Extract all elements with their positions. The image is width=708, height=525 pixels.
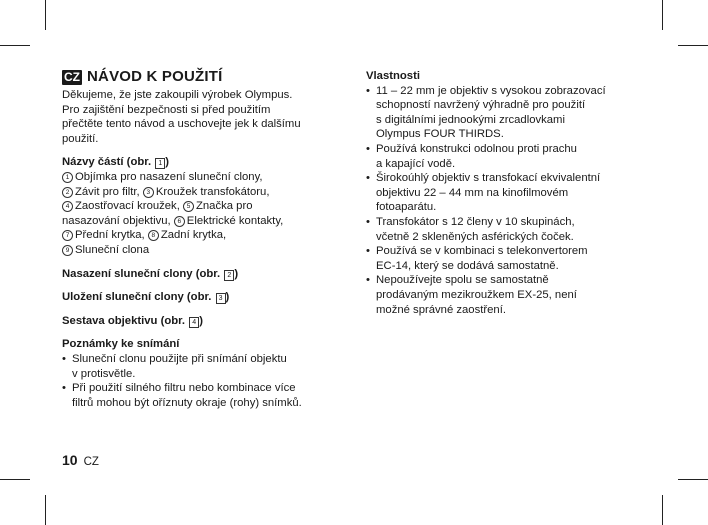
left-column xyxy=(62,68,347,410)
section-heading-attach-hood: Nasazení sluneční clony (obr. 2 ) xyxy=(62,267,239,280)
callout-number-icon: 8 xyxy=(148,230,159,241)
figure-ref-icon: 3 xyxy=(216,293,226,304)
crop-mark-left-top xyxy=(0,45,30,46)
callout-number-icon: 4 xyxy=(62,201,73,212)
figure-ref-icon: 2 xyxy=(224,270,234,281)
intro-line: Děkujeme, že jste zakoupili výrobek Olympus. xyxy=(62,89,293,101)
list-item: • Sluneční clonu použijte při snímání objektu v protisvětle. xyxy=(62,352,347,381)
list-item: • Nepoužívejte spolu se samostatně prodávaným mezikroužkem EX-25, není možné správné zaostření. xyxy=(366,273,656,317)
parts-heading: Názvy částí (obr. 1 ) xyxy=(62,156,170,169)
crop-mark-left-bottom xyxy=(0,479,30,480)
parts-line: 9 Sluneční clona xyxy=(62,243,347,258)
figure-ref-icon: 4 xyxy=(189,317,199,328)
callout-number-icon: 1 xyxy=(62,172,73,183)
callout-number-icon: 7 xyxy=(62,230,73,241)
right-column xyxy=(366,69,656,317)
list-item: • Používá konstrukci odolnou proti prachu a kapající vodě. xyxy=(366,142,656,171)
footer-language: CZ xyxy=(83,456,99,468)
crop-mark-right-top xyxy=(678,45,708,46)
crop-mark-top-left xyxy=(45,0,46,30)
crop-mark-bottom-right xyxy=(662,495,663,525)
intro-line: Pro zajištění bezpečnosti si před použitím xyxy=(62,103,271,116)
callout-number-icon: 6 xyxy=(174,216,185,227)
parts-line: 7 Přední krytka, 8 Zadní krytka, xyxy=(62,228,347,243)
features-heading: Vlastnosti xyxy=(366,70,420,82)
parts-line: nasazování objektivu, 6 Elektrické kontakty, xyxy=(62,214,284,227)
page-title: NÁVOD K POUŽITÍ xyxy=(87,68,223,85)
callout-number-icon: 9 xyxy=(62,245,73,256)
crop-mark-right-bottom xyxy=(678,479,708,480)
intro-paragraph xyxy=(62,88,347,146)
intro-line: použití. xyxy=(62,132,99,145)
crop-mark-bottom-left xyxy=(45,495,46,525)
callout-number-icon: 2 xyxy=(62,187,73,198)
notes-list xyxy=(62,352,347,410)
title-row xyxy=(62,68,347,86)
page-footer xyxy=(62,452,99,468)
list-item: • Transfokátor s 12 členy v 10 skupinách, včetně 2 skleněných asférických čoček. xyxy=(366,215,656,244)
list-item: • 11 – 22 mm je objektiv s vysokou zobrazovací schopností navržený výhradně pro použití s digitálními jednookými zrcadlovkami Olympus FOUR THIRDS. xyxy=(366,84,656,142)
parts-line: 4 Zaostřovací kroužek, 5 Značka pro xyxy=(62,199,347,214)
figure-ref-icon: 1 xyxy=(155,158,165,169)
list-item: • Širokoúhlý objektiv s transfokací ekvivalentní objektivu 22 – 44 mm na kinofilmovém fotoaparátu. xyxy=(366,171,656,215)
section-heading-lens-assembly: Sestava objektivu (obr. 4 ) xyxy=(62,314,203,327)
notes-heading: Poznámky ke snímání xyxy=(62,338,180,351)
parts-line: 1 Objímka pro nasazení sluneční clony, xyxy=(62,170,347,185)
list-item: • Při použití silného filtru nebo kombinace více filtrů mohou být oříznuty okraje (rohy) snímků. xyxy=(62,381,347,410)
language-badge: CZ xyxy=(64,69,80,84)
intro-line: přečtěte tento návod a uschovejte jek k dalšímu xyxy=(62,118,301,131)
crop-mark-top-right xyxy=(662,0,663,30)
callout-number-icon: 3 xyxy=(143,187,154,198)
callout-number-icon: 5 xyxy=(183,201,194,212)
parts-line: 2 Závit pro filtr, 3 Kroužek transfokátoru, xyxy=(62,185,347,200)
section-heading-store-hood: Uložení sluneční clony (obr. 3 ) xyxy=(62,291,230,304)
page-number: 10 xyxy=(62,452,78,468)
list-item: • Používá se v kombinaci s telekonvertorem EC-14, který se dodává samostatně. xyxy=(366,244,656,273)
features-list xyxy=(366,84,656,318)
